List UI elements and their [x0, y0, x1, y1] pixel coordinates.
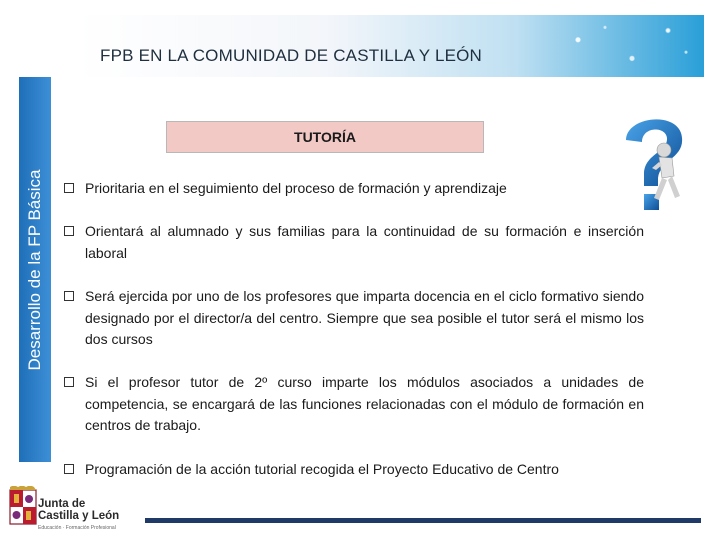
section-title: TUTORÍA: [294, 129, 356, 145]
checkbox-bullet-icon: [64, 226, 74, 236]
list-item: [64, 221, 644, 264]
logo-subtext: Educación · Formación Profesional: [38, 525, 116, 531]
logo-line-1: Junta de: [38, 498, 86, 510]
banner-sparkle-decoration: [524, 15, 704, 77]
list-item-text: Si el profesor tutor de 2º curso imparte los módulos asociados a unidades de competencia, se encargará de las funciones relacionadas con el módulo de formación en centros de trabajo.: [85, 374, 644, 433]
list-item: [64, 372, 644, 437]
logo-wordmark: [38, 498, 119, 522]
question-mark-person-icon: [612, 106, 694, 216]
footer-divider: [145, 518, 701, 523]
checkbox-bullet-icon: [64, 183, 74, 193]
list-item: [64, 459, 644, 481]
sidebar-label: Desarrollo de la FP Básica: [25, 169, 44, 371]
list-item-text: Prioritaria en el seguimiento del proceso de formación y aprendizaje: [85, 180, 507, 196]
list-item-text: Programación de la acción tutorial recogida el Proyecto Educativo de Centro: [85, 461, 559, 477]
checkbox-bullet-icon: [64, 464, 74, 474]
list-item-text: Será ejercida por uno de los profesores que imparta docencia en el ciclo formativo siendo designado por el director/a del centro. Siempre que sea posible el tutor será el mismo los dos cursos: [85, 288, 644, 347]
logo-line-2: Castilla y León: [38, 510, 120, 522]
list-item: [64, 178, 644, 200]
checkbox-bullet-icon: [64, 291, 74, 301]
list-item-text: Orientará al alumnado y sus familias para la continuidad de su formación e inserción laboral: [85, 223, 644, 261]
page-title: FPB EN LA COMUNIDAD DE CASTILLA Y LEÓN: [100, 46, 483, 65]
list-item: [64, 286, 644, 351]
section-title-box: [166, 121, 484, 153]
checkbox-bullet-icon: [64, 377, 74, 387]
